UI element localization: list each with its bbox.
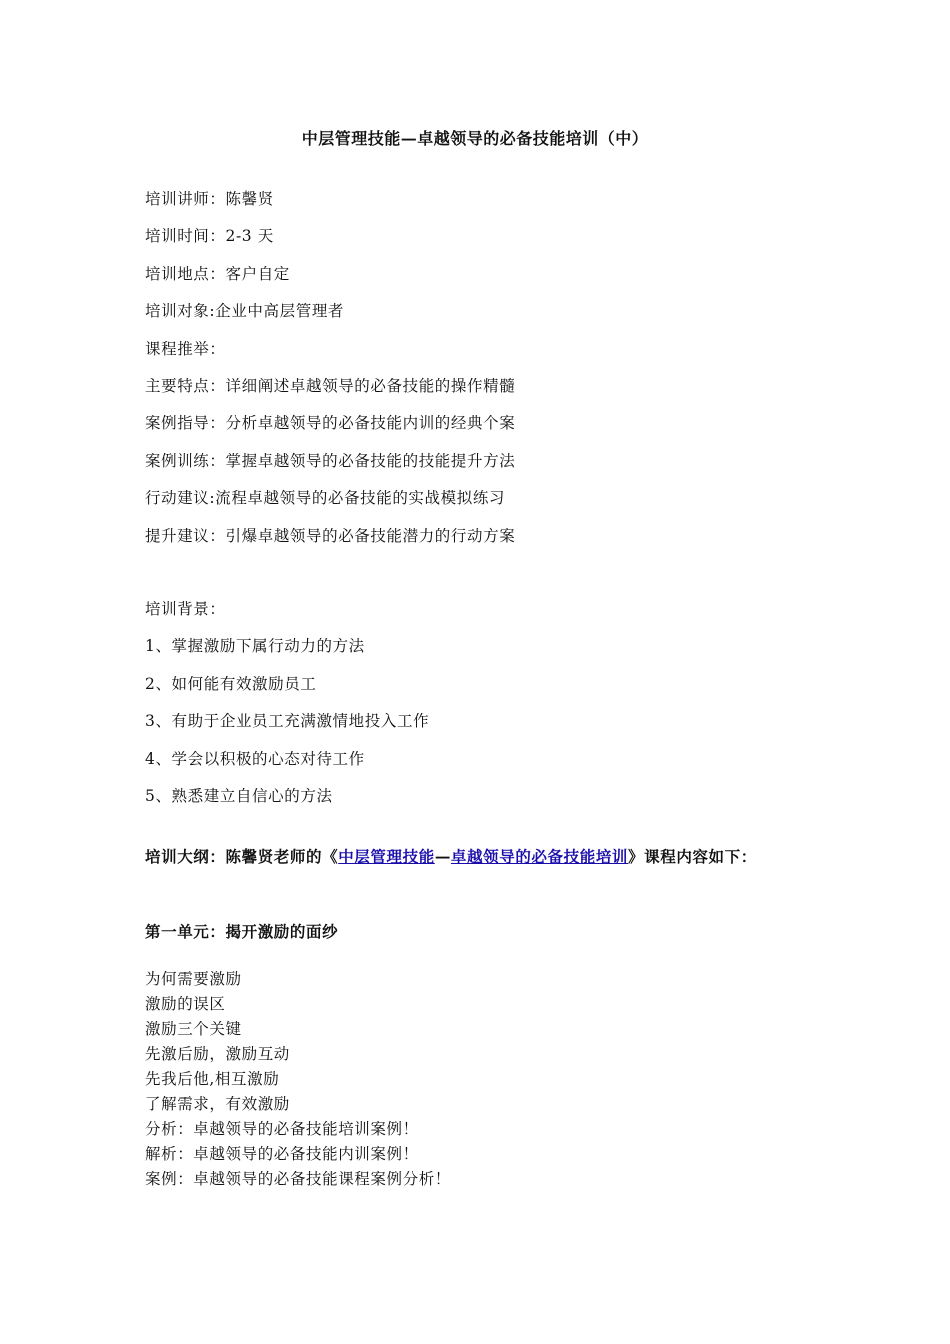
document-title: 中层管理技能—卓越领导的必备技能培训（中） bbox=[301, 129, 649, 148]
outline-intro bbox=[145, 844, 815, 869]
course-info-list bbox=[145, 189, 815, 563]
unit-item: 先激后励，激励互动 bbox=[145, 1045, 290, 1063]
outline-prefix: 培训大纲：陈馨贤老师的《 bbox=[145, 847, 339, 866]
info-audience: 培训对象:企业中高层管理者 bbox=[145, 302, 345, 321]
unit-item: 了解需求，有效激励 bbox=[145, 1095, 290, 1113]
background-item: 3、有助于企业员工充满激情地投入工作 bbox=[145, 712, 430, 731]
background-section bbox=[145, 599, 815, 823]
background-item: 2、如何能有效激励员工 bbox=[145, 674, 317, 693]
unit-item: 分析：卓越领导的必备技能培训案例！ bbox=[145, 1120, 419, 1138]
info-feature: 主要特点：详细阐述卓越领导的必备技能的操作精髓 bbox=[145, 376, 516, 395]
unit-item: 激励三个关键 bbox=[145, 1020, 242, 1038]
info-trainer: 培训讲师：陈馨贤 bbox=[145, 190, 274, 208]
course-link-management[interactable]: 中层管理技能 bbox=[338, 847, 435, 866]
info-case-guide: 案例指导：分析卓越领导的必备技能内训的经典个案 bbox=[145, 414, 516, 433]
outline-suffix: 》课程内容如下： bbox=[628, 847, 757, 866]
info-duration: 培训时间：2-3 天 bbox=[145, 227, 274, 246]
background-item: 5、熟悉建立自信心的方法 bbox=[145, 786, 333, 805]
background-heading: 培训背景： bbox=[145, 600, 226, 618]
unit-item: 案例：卓越领导的必备技能课程案例分析！ bbox=[145, 1170, 451, 1188]
unit-items bbox=[145, 969, 815, 1194]
unit-title: 第一单元：揭开激励的面纱 bbox=[145, 922, 339, 941]
info-case-training: 案例训练：掌握卓越领导的必备技能的技能提升方法 bbox=[145, 451, 516, 470]
background-item: 1、掌握激励下属行动力的方法 bbox=[145, 637, 365, 656]
info-recommend-heading: 课程推举： bbox=[145, 339, 226, 358]
info-upgrade-advice: 提升建议：引爆卓越领导的必备技能潜力的行动方案 bbox=[145, 526, 516, 545]
unit-item: 激励的误区 bbox=[145, 995, 226, 1013]
background-item: 4、学会以积极的心态对待工作 bbox=[145, 749, 365, 768]
unit-item: 先我后他,相互激励 bbox=[145, 1070, 280, 1088]
unit-item: 解析：卓越领导的必备技能内训案例！ bbox=[145, 1145, 419, 1163]
info-action-advice: 行动建议:流程卓越领导的必备技能的实战模拟练习 bbox=[145, 489, 506, 508]
course-link-leadership[interactable]: 卓越领导的必备技能培训 bbox=[450, 847, 629, 866]
outline-dash: — bbox=[434, 847, 451, 866]
info-location: 培训地点：客户自定 bbox=[145, 264, 290, 283]
unit-item: 为何需要激励 bbox=[145, 970, 242, 988]
